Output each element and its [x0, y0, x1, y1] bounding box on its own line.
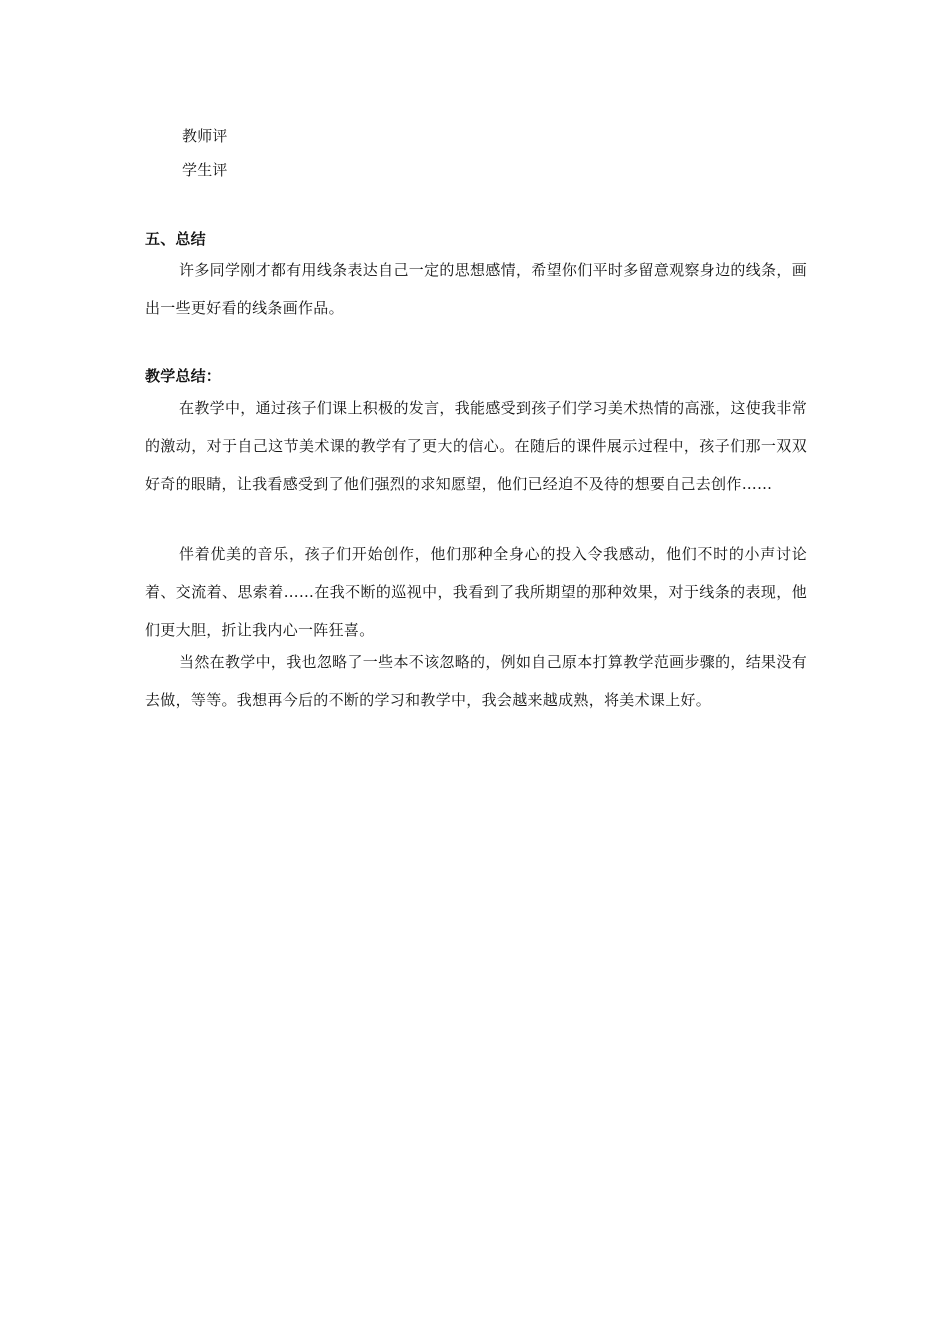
section-five-paragraph: 许多同学刚才都有用线条表达自己一定的思想感情，希望你们平时多留意观察身边的线条，画出一些更好看的线条画作品。	[145, 261, 807, 317]
section-five-heading: 五、总结	[145, 230, 206, 248]
teacher-evaluation-label: 教师评	[182, 127, 228, 145]
student-evaluation-label: 学生评	[182, 161, 228, 179]
teaching-summary-heading: 教学总结：	[145, 367, 222, 385]
teaching-summary-paragraph-3: 当然在教学中，我也忽略了一些本不该忽略的，例如自己原本打算教学范画步骤的，结果没有去做，等等。我想再今后的不断的学习和教学中，我会越来越成熟，将美术课上好。	[145, 653, 807, 709]
teaching-summary-paragraph-1: 在教学中，通过孩子们课上积极的发言，我能感受到孩子们学习美术热情的高涨，这使我非常的激动，对于自己这节美术课的教学有了更大的信心。在随后的课件展示过程中，孩子们那一双双好奇的眼睛，让我看感受到了他们强烈的求知愿望，他们已经迫不及待的想要自己去创作……	[145, 399, 807, 493]
teaching-summary-paragraph-2: 伴着优美的音乐，孩子们开始创作，他们那种全身心的投入令我感动，他们不时的小声讨论着、交流着、思索着……在我不断的巡视中，我看到了我所期望的那种效果，对于线条的表现，他们更大胆，折让我内心一阵狂喜。	[145, 545, 807, 639]
